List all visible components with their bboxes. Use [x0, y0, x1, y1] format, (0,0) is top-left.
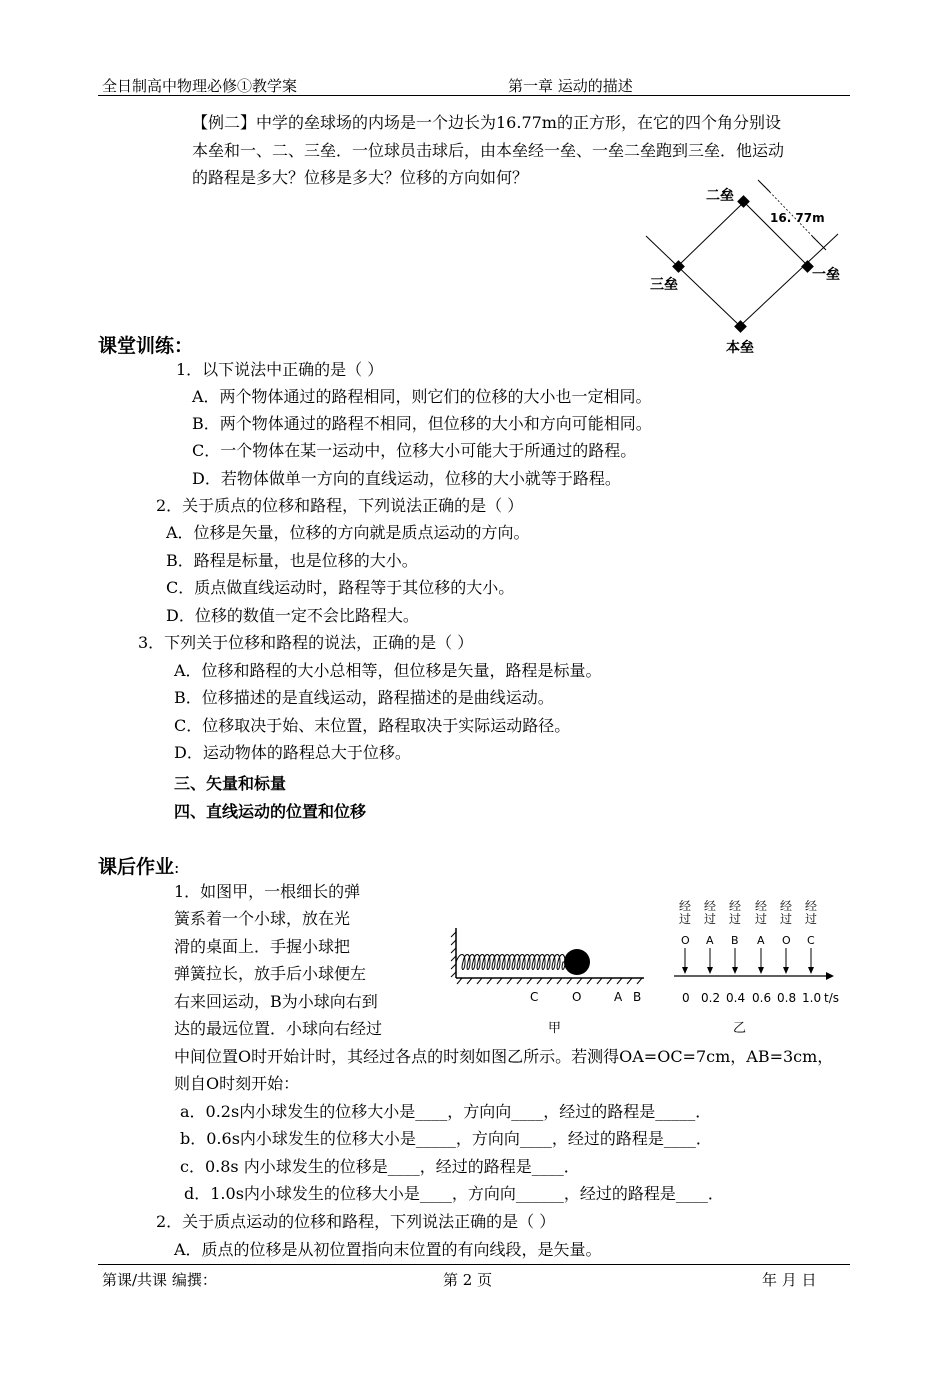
pass-label: 经 — [780, 899, 793, 913]
table-hatching — [457, 978, 642, 984]
hw-q2-option-a: A．质点的位移是从初位置指向末位置的有向线段，是矢量。 — [174, 1240, 602, 1259]
pass-label: 过 — [755, 912, 768, 926]
header-right: 第一章 运动的描述 — [508, 77, 633, 95]
section-vector-scalar: 三、矢量和标量 — [174, 774, 287, 793]
hw-q1-line5: 右来回运动，B为小球向右到 — [174, 992, 378, 1011]
pass-label: 经 — [679, 899, 692, 913]
q1-stem: 1．以下说法中正确的是（ ） — [176, 360, 384, 379]
q3-option-d: D．运动物体的路程总大于位移。 — [174, 743, 411, 762]
example2-line2: 本垒和一、二、三垒．一位球员击球后，由本垒经一垒、一垒二垒跑到三垒．他运动 — [192, 141, 785, 160]
timeline-columns — [679, 899, 821, 1005]
base-3-label: 三垒 — [650, 277, 678, 293]
header-rule — [98, 95, 850, 96]
q2-option-b: B．路程是标量，也是位移的大小。 — [166, 551, 418, 570]
pass-label: 经 — [755, 899, 768, 913]
hw-q2-stem: 2．关于质点运动的位移和路程，下列说法正确的是（ ） — [156, 1212, 556, 1231]
figure-jia-label: 甲 — [548, 1021, 562, 1036]
q2-option-c: C．质点做直线运动时，路程等于其位移的大小。 — [166, 578, 515, 597]
q2-option-d: D．位移的数值一定不会比路程大。 — [166, 606, 419, 625]
section-linear-position: 四、直线运动的位置和位移 — [174, 802, 367, 821]
pass-label: 经 — [704, 899, 717, 913]
timeline-point-label: A — [757, 934, 765, 947]
timeline-arrowhead — [783, 967, 789, 974]
example2-line3: 的路程是多大？位移是多大？位移的方向如何？ — [192, 168, 529, 187]
base-1-label: 一垒 — [812, 267, 840, 283]
homework-heading-wrap — [98, 852, 179, 879]
pass-label: 过 — [704, 912, 717, 926]
q2-stem: 2．关于质点的位移和路程，下列说法正确的是（ ） — [156, 496, 524, 515]
pass-label: 经 — [805, 899, 818, 913]
hw-q1-part-a: a．0.2s内小球发生的位移大小是____，方向向____，经过的路程是_____． — [180, 1102, 712, 1121]
footer-date: 年 月 日 — [762, 1271, 817, 1289]
q3-option-b: B．位移描述的是直线运动，路程描述的是曲线运动。 — [174, 688, 554, 707]
hw-q1-line7: 中间位置O时开始计时，其经过各点的时刻如图乙所示。若测得OA=OC=7cm，AB=3cm， — [174, 1047, 834, 1066]
example2-line1: 【例二】中学的垒球场的内场是一个边长为16.77m的正方形，在它的四个角分别设 — [192, 113, 781, 132]
pass-label: 过 — [780, 912, 793, 926]
timeline-point-label: A — [706, 934, 714, 947]
timeline-arrowhead — [682, 967, 688, 974]
spring-ball-figure — [448, 920, 648, 1040]
footer-left: 第课/共课 编撰： — [102, 1271, 217, 1289]
diamond-edge — [678, 202, 744, 266]
axis-arrow — [826, 972, 834, 980]
hw-q1-part-b: b．0.6s内小球发生的位移大小是_____，方向向____，经过的路程是____． — [180, 1129, 712, 1148]
time-tick-label: 0.2 — [701, 991, 721, 1005]
pass-label: 过 — [805, 912, 818, 926]
hw-q1-line3: 滑的桌面上．手握小球把 — [174, 937, 351, 956]
pass-label: 过 — [679, 912, 692, 926]
ball — [564, 949, 590, 975]
training-heading: 课堂训练： — [98, 335, 194, 357]
timeline-figure — [662, 896, 852, 1040]
mark-o: O — [572, 990, 582, 1004]
hw-q1-part-d: d．1.0s内小球发生的位移大小是____，方向向______，经过的路程是____． — [184, 1184, 724, 1203]
homework-heading: 课后作业 — [98, 856, 175, 878]
q3-option-a: A．位移和路程的大小总相等，但位移是矢量，路程是标量。 — [174, 661, 602, 680]
pass-label: 过 — [729, 912, 742, 926]
q1-option-c: C．一个物体在某一运动中，位移大小可能大于所通过的路程。 — [192, 441, 637, 460]
q2-option-a: A．位移是矢量，位移的方向就是质点运动的方向。 — [166, 523, 530, 542]
q1-option-a: A．两个物体通过的路程相同，则它们的位移的大小也一定相同。 — [192, 387, 652, 406]
timeline-arrowhead — [808, 967, 814, 974]
time-axis-label: t/s — [824, 991, 839, 1005]
time-tick-label: 0 — [682, 991, 690, 1005]
hw-q1-line8: 则自O时刻开始： — [174, 1074, 300, 1093]
timeline-point-label: O — [681, 934, 690, 947]
timeline-arrowhead — [758, 967, 764, 974]
q1-option-b: B．两个物体通过的路程不相同，但位移的大小和方向可能相同。 — [192, 414, 652, 433]
spring — [456, 955, 565, 970]
hw-q1-line6: 达的最远位置．小球向右经过 — [174, 1019, 383, 1038]
pass-label: 经 — [729, 899, 742, 913]
time-tick-label: 1.0 — [802, 991, 822, 1005]
time-tick-label: 0.8 — [777, 991, 797, 1005]
hw-q1-line1: 1．如图甲，一根细长的弹 — [174, 882, 361, 901]
footer-rule — [98, 1264, 850, 1265]
q3-stem: 3．下列关于位移和路程的说法，正确的是（ ） — [138, 633, 474, 652]
timeline-arrowhead — [732, 967, 738, 974]
timeline-point-label: O — [782, 934, 791, 947]
footer-page: 第 2 页 — [443, 1271, 493, 1289]
mark-c: C — [530, 990, 539, 1004]
time-tick-label: 0.4 — [726, 991, 746, 1005]
figure-yi-label: 乙 — [733, 1021, 747, 1036]
hw-q1-part-c: c．0.8s 内小球发生的位移是____，经过的路程是____． — [180, 1157, 580, 1176]
timeline-point-label: B — [731, 934, 739, 947]
q3-option-c: C．位移取决于始、末位置，路程取决于实际运动路径。 — [174, 716, 571, 735]
q1-option-d: D．若物体做单一方向的直线运动，位移的大小就等于路程。 — [192, 469, 621, 488]
mark-a: A — [614, 990, 623, 1004]
header-left: 全日制高中物理必修①教学案 — [102, 77, 298, 95]
homework-colon: : — [174, 858, 180, 877]
side-length-label: 16. 77m — [770, 211, 825, 225]
baseball-diamond-figure — [640, 176, 850, 358]
timeline-arrowhead — [707, 967, 713, 974]
base-2-label: 二垒 — [706, 188, 734, 204]
hw-q1-line4: 弹簧拉长，放手后小球便左 — [174, 964, 367, 983]
hw-q1-line2: 簧系着一个小球，放在光 — [174, 909, 351, 928]
mark-b: B — [633, 990, 642, 1004]
home-base-label: 本垒 — [726, 340, 754, 356]
timeline-point-label: C — [807, 934, 815, 947]
time-tick-label: 0.6 — [752, 991, 772, 1005]
